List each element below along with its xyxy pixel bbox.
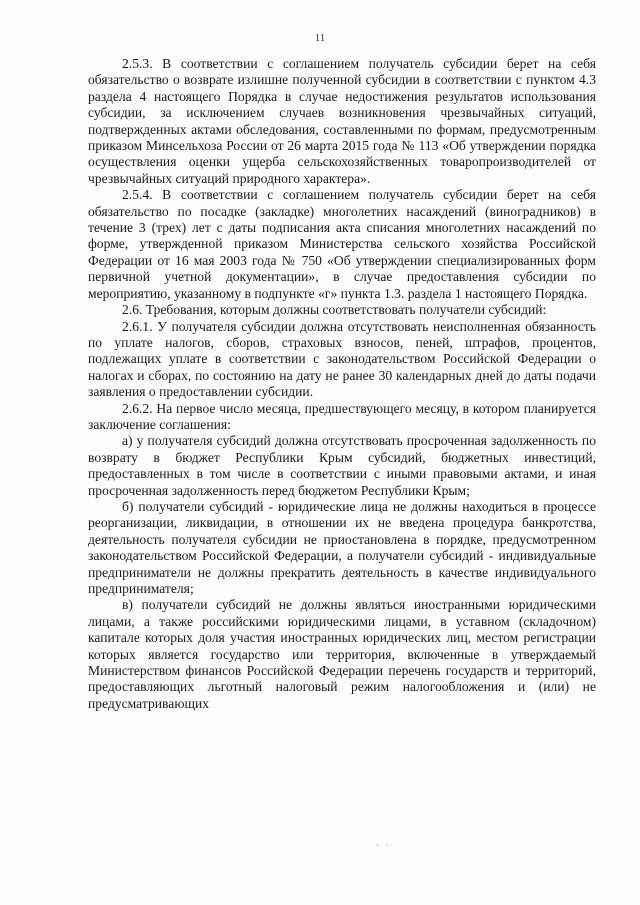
paragraph-item-a: а) у получателя субсидий должна отсутствовать просроченная задолженность по возврату в бюджет Республики Крым субсидий, бюджетных инвестиций, предоставленных в том числе в соответствии с иными правовыми актами, и иная просроченная задолженность перед бюджетом Республики Крым; — [88, 433, 596, 498]
paragraph-2-5-4: 2.5.4. В соответствии с соглашением получатель субсидии берет на себя обязательство по посадке (закладке) многолетних насаждений (виноградников) в течение 3 (трех) лет с даты подписания акта списания многолетних насаждений по форме, утвержденной приказом Министерства сельского хозяйства Российской Федерации от 16 мая 2003 года № 750 «Об утверждении специализированных форм первичной учетной документации», в случае предоставления субсидии по мероприятию, указанному в подпункте «г» пункта 1.3. раздела 1 настоящего Порядка. — [88, 187, 596, 301]
paragraph-2-6-2: 2.6.2. На первое число месяца, предшествующего месяцу, в котором планируется заключение соглашения: — [88, 400, 596, 432]
document-body — [88, 56, 596, 712]
paragraph-item-b: б) получатели субсидий - юридические лица не должны находиться в процессе реорганизации, ликвидации, в отношении их не введена процедура банкротства, деятельность получателя субсидии не приостановлена в порядке, предусмотренном законодательством Российской Федерации, а получатели субсидий - индивидуальные предприниматели не должны прекратить деятельность в качестве индивидуального предпринимателя; — [88, 498, 596, 596]
paragraph-item-v: в) получатели субсидий не должны являться иностранными юридическими лицами, а также российскими юридическими лицами, в уставном (складочном) капитале которых доля участия иностранных юридических лиц, местом регистрации которых является государство или территория, включенные в утверждаемый Министерством финансов Российской Федерации перечень государств и территорий, предоставляющих льготный налоговый режим налогообложения и (или) не предусматривающих — [88, 597, 596, 711]
paragraph-2-5-3: 2.5.3. В соответствии с соглашением получатель субсидии берет на себя обязательство о возврате излишне полученной субсидии в соответствии с пунктом 4.3 раздела 4 настоящего Порядка в случае недостижения результатов использования субсидии, за исключением случаев возникновения чрезвычайных ситуаций, подтвержденных актами обследования, составленными по формам, предусмотренным приказом Минсельхоза России от 26 марта 2015 года № 113 «Об утверждении порядка осуществления оценки ущерба сельскохозяйственных товаропроизводителей от чрезвычайных ситуаций природного характера». — [88, 56, 596, 186]
paragraph-2-6-1: 2.6.1. У получателя субсидии должна отсутствовать неисполненная обязанность по уплате налогов, сборов, страховых взносов, пеней, штрафов, процентов, подлежащих уплате в соответствии с законодательством Российской Федерации о налогах и сборах, по состоянию на дату не ранее 30 календарных дней до даты подачи заявления о предоставлении субсидии. — [88, 318, 596, 400]
scan-artifact-mark: · · — [376, 840, 391, 850]
page-number: 11 — [314, 32, 326, 44]
paragraph-2-6: 2.6. Требования, которым должны соответствовать получатели субсидий: — [122, 302, 547, 318]
